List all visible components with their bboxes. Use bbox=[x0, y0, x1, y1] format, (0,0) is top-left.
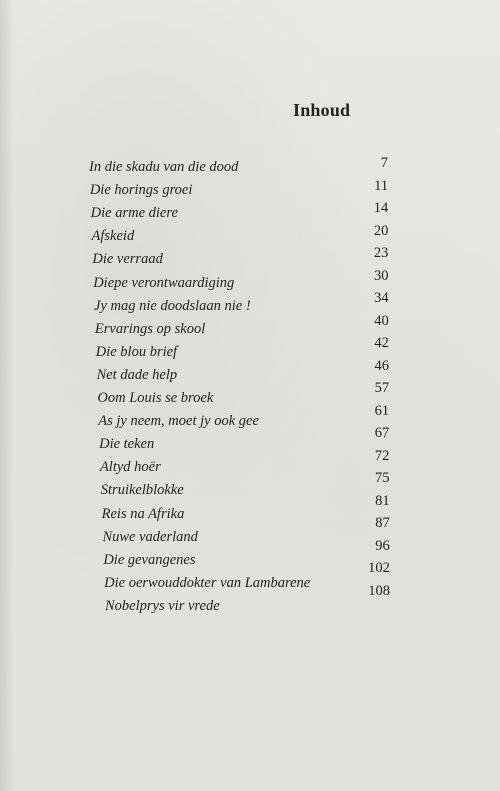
toc-entry-page: 81 bbox=[375, 492, 390, 509]
toc-entry-title: Ervarings op skool bbox=[94, 320, 206, 337]
toc-entry-title: As jy neem, moet jy ook gee bbox=[98, 413, 259, 430]
toc-entry-title: Die arme diere bbox=[90, 205, 178, 222]
toc-entry-page: 7 bbox=[380, 155, 388, 171]
toc-entry-title: Struikelblokke bbox=[100, 482, 184, 499]
toc-entry-page: 57 bbox=[374, 380, 390, 396]
toc-entry-title: Afskeid bbox=[91, 228, 135, 245]
toc-entry-page: 11 bbox=[374, 177, 389, 194]
toc-entry-page: 61 bbox=[374, 402, 390, 419]
toc-entry-page: 67 bbox=[374, 425, 390, 441]
toc-entry-title: Net dade help bbox=[96, 366, 178, 383]
toc-entry-page: 30 bbox=[374, 267, 389, 284]
toc-entry-title: Die gevangenes bbox=[103, 551, 196, 568]
toc-entry-page: 75 bbox=[374, 470, 390, 486]
toc-entry-page: 46 bbox=[374, 357, 389, 374]
toc-entry-page: 34 bbox=[374, 290, 389, 306]
toc-entry-title: In die skadu van die dood bbox=[89, 159, 239, 175]
toc-entry-page: 40 bbox=[374, 312, 389, 329]
toc-entry-title: Die oerwouddokter van Lambarene bbox=[104, 574, 311, 591]
toc-entry-page: 42 bbox=[374, 335, 389, 351]
toc-entry-title: Reis na Afrika bbox=[101, 505, 185, 522]
toc-entry-page: 96 bbox=[375, 537, 390, 554]
toc-entry-page: 20 bbox=[373, 222, 389, 239]
toc-entry-page: 87 bbox=[375, 515, 390, 531]
toc-entry-page: 23 bbox=[373, 245, 389, 261]
toc-entry-title: Diepe verontwaardiging bbox=[93, 274, 235, 291]
toc-entry-title: Altyd hoër bbox=[99, 459, 161, 476]
toc-entry-title: Die teken bbox=[99, 436, 155, 453]
toc-entry-page: 72 bbox=[374, 447, 390, 464]
toc-entry-title: Oom Louis se broek bbox=[97, 390, 214, 406]
toc-entry-title: Die blou brief bbox=[95, 343, 178, 360]
toc-entry-title: Jy mag nie doodslaan nie ! bbox=[94, 297, 251, 314]
toc-entry-title: Nobelprys vir vrede bbox=[105, 597, 220, 614]
toc-entry-page: 14 bbox=[373, 200, 389, 216]
toc-heading: Inhoud bbox=[293, 100, 351, 120]
toc-entry-page: 108 bbox=[368, 582, 390, 599]
toc-entry-title: Die horings groei bbox=[89, 182, 193, 199]
toc-entry-title: Die verraad bbox=[92, 251, 163, 268]
toc-entry-page: 102 bbox=[368, 560, 390, 576]
toc-entry-title: Nuwe vaderland bbox=[102, 528, 198, 545]
